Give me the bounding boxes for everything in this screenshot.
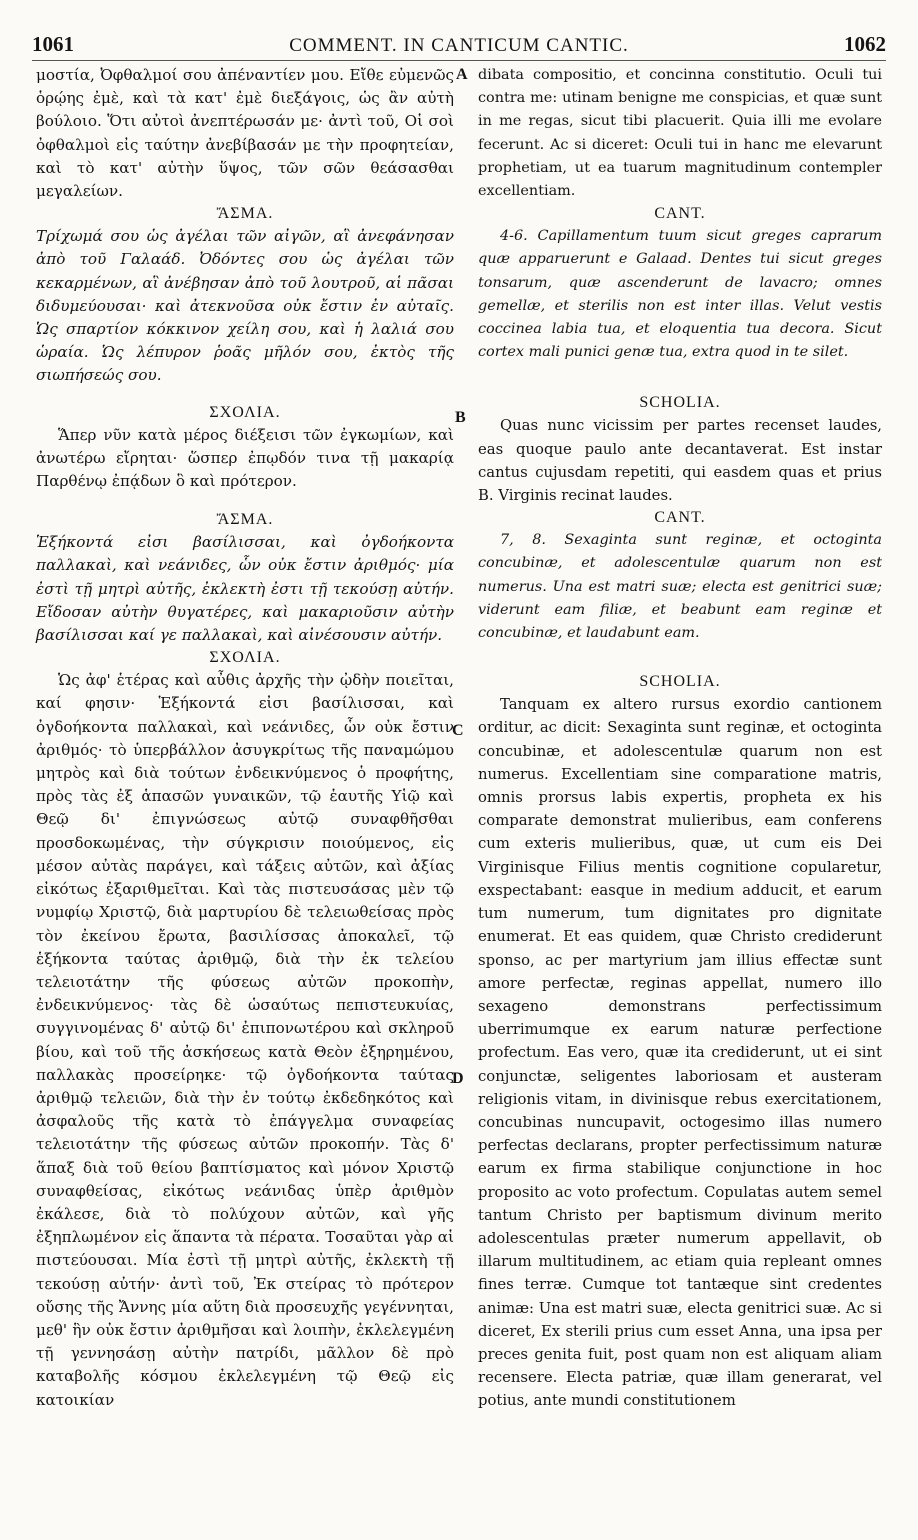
greek-paragraph: μοστία, Ὀφθαλμοί σου ἀπέναντίεν μου. Εἴθε εὐμενῶς ὁρῴης ἐμὲ, καὶ τὰ κατ' ἐμὲ διεξάγοις, ὡς ἂν αὐτὴ βούλοιο. Ὅτι αὐτοὶ ἀνεπτέρωσάν με· ἀντὶ τοῦ, Οἱ σοὶ ὀφθαλμοὶ εἰς ταύτην ἀνεβίβασάν με τὴν προφητείαν, καὶ τὸ κατ' αὐτὴν ὕψος, τῶν σῶν θεάσασθαι μεγαλείων. [36, 66, 454, 201]
section-heading: ἌΣΜΑ. [216, 205, 274, 223]
latin-scholion: Quas nunc vicissim per partes recenset laudes, eas quoque paulo ante decantaverat. Est instar cantus cujusdam repetiti, qui easdem quas et prius B. Virginis recinat laudes. [478, 417, 882, 505]
page-number-left: 1061 [32, 32, 74, 56]
section-heading: CANT. [654, 509, 706, 527]
greek-scholion: Ἅπερ νῦν κατὰ μέρος διέξεισι τῶν ἐγκωμίων, καὶ ἀνωτέρω εἴρηται· ὥσπερ ἐπῳδόν τινα τῇ μακαρίᾳ Παρθένῳ ἐπᾴδων ὃ καὶ πρότερον. [36, 425, 454, 491]
latin-verse: 4-6. Capillamentum tuum sicut greges caprarum quæ apparuerunt e Galaad. Dentes tui sicut greges tonsarum, quæ ascenderunt de lavacro; omnes gemellæ, et sterilis non est inter illas. Velut vestis coccinea labia tua, et eloquentia tua decora. Sicut cortex mali punici genæ tua, extra quod in te silet. [478, 228, 882, 361]
section-heading: SCHOLIA. [639, 394, 721, 412]
page-number-right: 1062 [844, 32, 886, 56]
section-marker-a: A [456, 66, 468, 83]
section-heading: SCHOLIA. [639, 673, 721, 691]
section-heading: ἌΣΜΑ. [216, 511, 274, 529]
section-heading: ΣΧΟΛΙΑ. [209, 649, 281, 667]
greek-verse: Τρίχωμά σου ὡς ἀγέλαι τῶν αἰγῶν, αἳ ἀνεφάνησαν ἀπὸ τοῦ Γαλαάδ. Ὀδόντες σου ὡς ἀγέλαι τῶν κεκαρμένων, αἳ ἀνέβησαν ἀπὸ τοῦ λουτροῦ, αἱ πᾶσαι διδυμεύουσαι· καὶ ἀτεκνοῦσα οὐκ ἔστιν ἐν αὐταῖς. Ὡς σπαρτίον κόκκινον χείλη σου, καὶ ἡ λαλιά σου ὡραία. Ὡς λέπυρον ῥοᾶς μῆλόν σου, ἐκτὸς τῆς σιωπήσεώς σου. [36, 227, 454, 385]
latin-paragraph: dibata compositio, et concinna constitutio. Oculi tui contra me: utinam benigne me conspicias, et quæ sunt in me regas, sicut tibi placuerit. Quia illi me evolare fecerunt. Ac si diceret: Oculi tui in hanc me elevarunt prophetiam, ut ea tuarum magnitudinum contempler excellentiam. [478, 67, 882, 200]
latin-verse: 7, 8. Sexaginta sunt reginæ, et octoginta concubinæ, et adolescentulæ quarum non est numerus. Una est matri suæ; electa est genitrici suæ; viderunt eam filiæ, et beabunt eam reginæ et concubinæ, et laudabunt eam. [478, 532, 882, 642]
section-marker-c: C [452, 722, 464, 739]
section-marker-d: D [452, 1070, 464, 1087]
greek-column [36, 64, 454, 1526]
section-marker-b: B [455, 409, 466, 426]
section-heading: ΣΧΟΛΙΑ. [209, 403, 281, 421]
running-header [32, 32, 886, 61]
greek-scholion: Ὡς ἀφ' ἑτέρας καὶ αὖθις ἀρχῆς τὴν ᾠδὴν ποιεῖται, καί φησιν· Ἑξήκοντά εἰσι βασίλισσαι, καὶ ὀγδοήκοντα παλλακαὶ, καὶ νεάνιδες, ὧν οὐκ ἔστιν ἀριθμός· τὸ ὑπερβάλλον ἀσυγκρίτως τῆς παναμώμου μητρὸς καὶ διὰ τούτων ἐνδεικνύμενος ὁ προφήτης, πρὸς τὰς ἐξ ἁπασῶν γυναικῶν, τῷ ἑαυτῆς Υἱῷ καὶ Θεῷ δι' ἐπιγνώσεως αὐτῷ συναφθῆσθαι προσδοκωμένας, τὴν σύγκρισιν ποιούμενος, εἰς μέσον αὐτὰς παράγει, καὶ τάξεις αὐτῶν, καὶ ἀξίας εἰκότως ἐξαριθμεῖται. Καὶ τὰς πιστευσάσας μὲν τῷ νυμφίῳ Χριστῷ, διὰ μαρτυρίου δὲ τελειωθείσας πρὸς τὸν ἐκείνου ἔρωτα, βασιλίσσας ἀποκαλεῖ, τῷ ἑξήκοντα ταύτας ἀριθμῷ, διὰ τὴν ἐκ τελείου τελειοτάτην τῆς φύσεως αὐτῶν προκοπὴν, ἐνδεικνύμενος· τὰς δὲ ὡσαύτως πεπιστευκυίας, συγγινομένας δ' αὐτῷ δι' ἐπιπονωτέρου καὶ σκληροῦ βίου, καὶ τοῦ τῆς ἀσκήσεως κατὰ Θεὸν ἐξηρημένου, παλλακὰς προσείρηκε· τῷ ὀγδοήκοντα ταύτας ἀριθμῷ τελειῶν, διὰ τὴν ἐν τούτῳ ἐκδεδηκότος καὶ ἀσφαλοῦς τῆς κατὰ τὸ ἐπάγγελμα συναφείας τελειοτάτην τῆς φύσεως αὐτῶν προκοπήν. Τὰς δ' ἅπαξ διὰ τοῦ θείου βαπτίσματος καὶ μόνον Χριστῷ συναφθείσας, εἰκότως νεάνιδας ὑπὲρ ἀριθμὸν ἐκάλεσε, διὰ τὸ πολύχουν αὐτῶν, καὶ γῆς ἐξηπλωμένον εἰς ἅπαντα τὰ πέρατα. Τοσαῦται γὰρ αἱ πιστεύουσαι. Μία ἐστὶ τῇ μητρὶ αὐτῆς, ἐκλεκτὴ τῇ τεκούσῃ αὐτήν· ἀντὶ τοῦ, Ἐκ στείρας τὸ πρότερον οὔσης τῆς Ἄννης μία αὕτη διὰ προσευχῆς γεγέννηται, μεθ' ἣν οὐκ ἔστιν ἀριθμῆσαι καὶ λοιπὴν, ἐκλελεγμένη τῇ γεννησάσῃ αὐτὴν πατρίδι, μᾶλλον δὲ πρὸ καταβολῆς κόσμου ἐκλελεγμένη τῷ Θεῷ εἰς κατοικίαν [36, 671, 454, 1409]
greek-verse: Ἑξήκοντά εἰσι βασίλισσαι, καὶ ὀγδοήκοντα παλλακαὶ, καὶ νεάνιδες, ὧν οὐκ ἔστιν ἀριθμός· μία ἐστὶ τῇ μητρὶ αὐτῆς, ἐκλεκτὴ ἐστι τῇ τεκούσῃ αὐτήν. Εἴδοσαν αὐτὴν θυγατέρες, καὶ μακαριοῦσιν αὐτὴν βασίλισσαι καί γε παλλακαὶ, καὶ αἰνέσουσιν αὐτήν. [36, 533, 454, 645]
section-heading: CANT. [654, 205, 706, 223]
latin-scholion: Tanquam ex altero rursus exordio cantionem orditur, ac dicit: Sexaginta sunt reginæ, et octoginta concubinæ, et adolescentulæ quarum non est numerus. Excellentiam sine comparatione matris, omnis prorsus labis expertis, propheta ex his comparate demonstrat mulieribus, eam conferens cum exteris mulieribus, quæ, ut cum eis Dei Virginisque Filius mentis cognitione copularetur, exspectabant: easque in medium adducit, et earum tum numerum, tum dignitates pro dignitate enumerat. Et eas quidem, quæ Christo crediderunt sponso, ac per martyrium jam illius effectæ sunt amore perfectæ, reginas appellat, numero illo sexageno demonstrans perfectissimum uberrimumque ex earum naturæ perfectione profectum. Eas vero, quæ ita crediderunt, ut ei sint conjunctæ, seligentes laboriosam et austeram religionis vitam, in divinisque rebus exercitationem, concubinas nuncupavit, octogesimo illas numero perfectas declarans, propter perfectissimum naturæ earum ex firma stabilique conjunctione in hoc proposito ac voto profectum. Copulatas autem semel tantum Christo per baptismum divinum merito adolescentulas præter numerum appellavit, ob illarum multitudinem, ac etiam quia repleant omnes fines terræ. Cumque tot tantæque sint credentes animæ: Una est matri suæ, electa genitrici suæ. Ac si diceret, Ex sterili prius cum esset Anna, una ipsa per preces genita fuit, post quam non est aliquam aliam recensere. Electa patriæ, quæ illam generarat, vel potius, ante mundi constitutionem [478, 696, 882, 1410]
latin-column [478, 64, 882, 1526]
running-title: COMMENT. IN CANTICUM CANTIC. [289, 35, 629, 56]
